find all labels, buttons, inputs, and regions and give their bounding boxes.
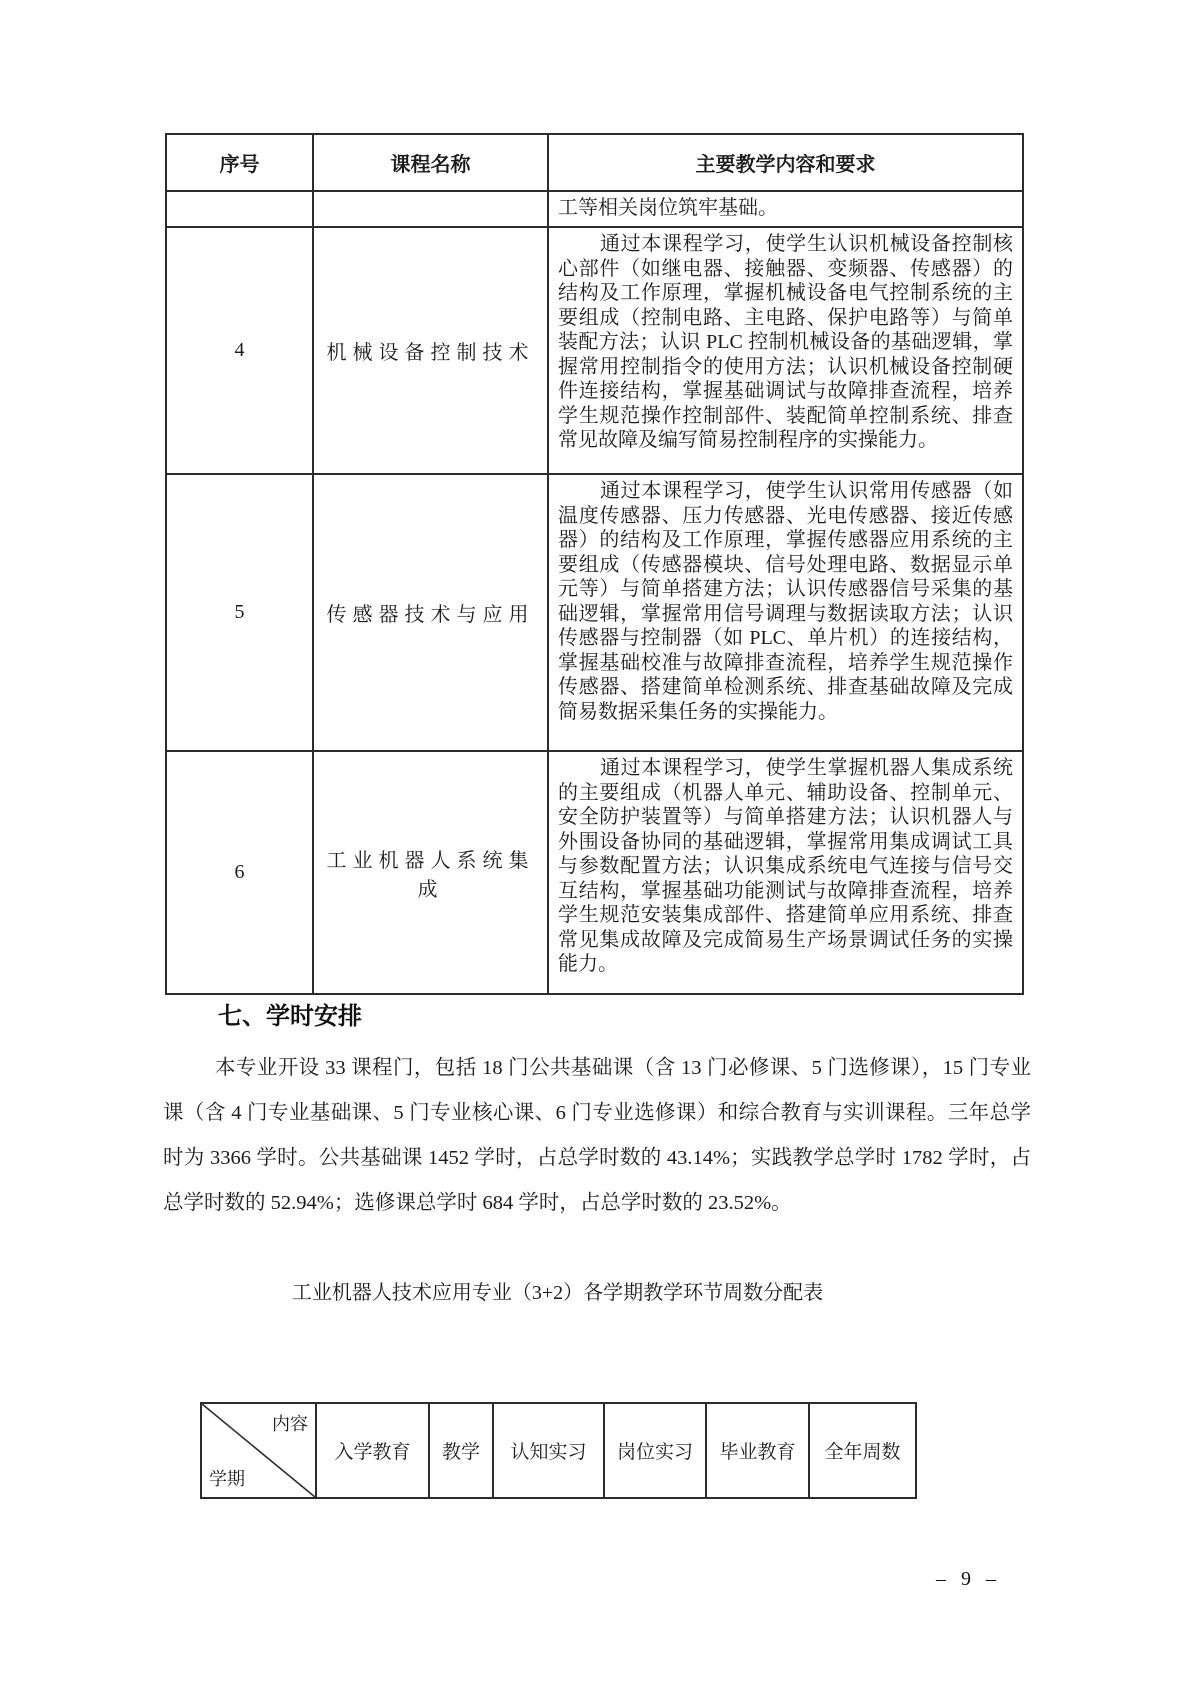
header-course-content: 主要教学内容和要求 — [548, 134, 1023, 191]
column-header-graduation-education: 毕业教育 — [706, 1403, 809, 1498]
corner-header-cell — [201, 1403, 316, 1498]
course-table — [165, 133, 1024, 995]
body-paragraph: 本专业开设 33 课程门，包括 18 门公共基础课（含 13 门必修课、5 门选修课），15 门专业课（含 4 门专业基础课、5 门专业核心课、6 门专业选修课）和综合教育与实训课程。三年总学时为 3366 学时。公共基础课 1452 学时，占总学时数的 43.14%；实践教学总学时 1782 学时，占总学时数的 52.94%；选修课总学时 684 学时，占总学时数的 23.52%。 — [163, 1057, 1031, 1214]
header-course-name: 课程名称 — [313, 134, 548, 191]
section-heading: 七、学时安排 — [218, 1003, 362, 1030]
column-header-cognition-practice: 认知实习 — [493, 1403, 604, 1498]
page-number: – 9 – — [936, 1568, 1001, 1590]
course-serial: 6 — [166, 751, 313, 994]
header-serial-number: 序号 — [166, 134, 313, 191]
course-name: 机械设备控制技术 — [313, 227, 548, 474]
corner-label-semester: 学期 — [209, 1469, 245, 1489]
table-row-course-5 — [166, 474, 1023, 751]
schedule-header-row — [201, 1403, 916, 1498]
empty-cell — [313, 191, 548, 227]
course-name: 工业机器人系统集成 — [313, 751, 548, 994]
column-header-enrollment-education: 入学教育 — [316, 1403, 429, 1498]
table-row-continuation — [166, 191, 1023, 227]
course-name: 传感器技术与应用 — [313, 474, 548, 751]
schedule-table-caption: 工业机器人技术应用专业（3+2）各学期教学环节周数分配表 — [291, 1282, 824, 1304]
course-content: 通过本课程学习，使学生认识机械设备控制核心部件（如继电器、接触器、变频器、传感器）的结构及工作原理，掌握机械设备电气控制系统的主要组成（控制电路、主电路、保护电路等）与简单装配方法；认识 PLC 控制机械设备的基础逻辑，掌握常用控制指令的使用方法；认识机械设备控制硬件连接结构，掌握基础调试与故障排查流程，培养学生规范操作控制部件、装配简单控制系统、排查常见故障及编写简易控制程序的实操能力。 — [548, 227, 1023, 474]
column-header-teaching: 教学 — [429, 1403, 493, 1498]
course-serial: 4 — [166, 227, 313, 474]
corner-label-content: 内容 — [272, 1414, 308, 1434]
column-header-annual-weeks: 全年周数 — [809, 1403, 916, 1498]
course-content-continuation: 工等相关岗位筑牢基础。 — [548, 191, 1023, 227]
column-header-post-practice: 岗位实习 — [604, 1403, 706, 1498]
schedule-table — [200, 1402, 917, 1499]
course-serial: 5 — [166, 474, 313, 751]
table-row-course-6 — [166, 751, 1023, 994]
course-table-header-row — [166, 134, 1023, 191]
table-row-course-4 — [166, 227, 1023, 474]
course-content: 通过本课程学习，使学生掌握机器人集成系统的主要组成（机器人单元、辅助设备、控制单元、安全防护装置等）与简单搭建方法；认识机器人与外围设备协同的基础逻辑，掌握常用集成调试工具与参数配置方法；认识集成系统电气连接与信号交互结构，掌握基础功能测试与故障排查流程，培养学生规范安装集成部件、搭建简单应用系统、排查常见集成故障及完成简易生产场景调试任务的实操能力。 — [548, 751, 1023, 994]
course-content: 通过本课程学习，使学生认识常用传感器（如温度传感器、压力传感器、光电传感器、接近传感器）的结构及工作原理，掌握传感器应用系统的主要组成（传感器模块、信号处理电路、数据显示单元等）与简单搭建方法；认识传感器信号采集的基础逻辑，掌握常用信号调理与数据读取方法；认识传感器与控制器（如 PLC、单片机）的连接结构，掌握基础校准与故障排查流程，培养学生规范操作传感器、搭建简单检测系统、排查基础故障及完成简易数据采集任务的实操能力。 — [548, 474, 1023, 751]
empty-cell — [166, 191, 313, 227]
